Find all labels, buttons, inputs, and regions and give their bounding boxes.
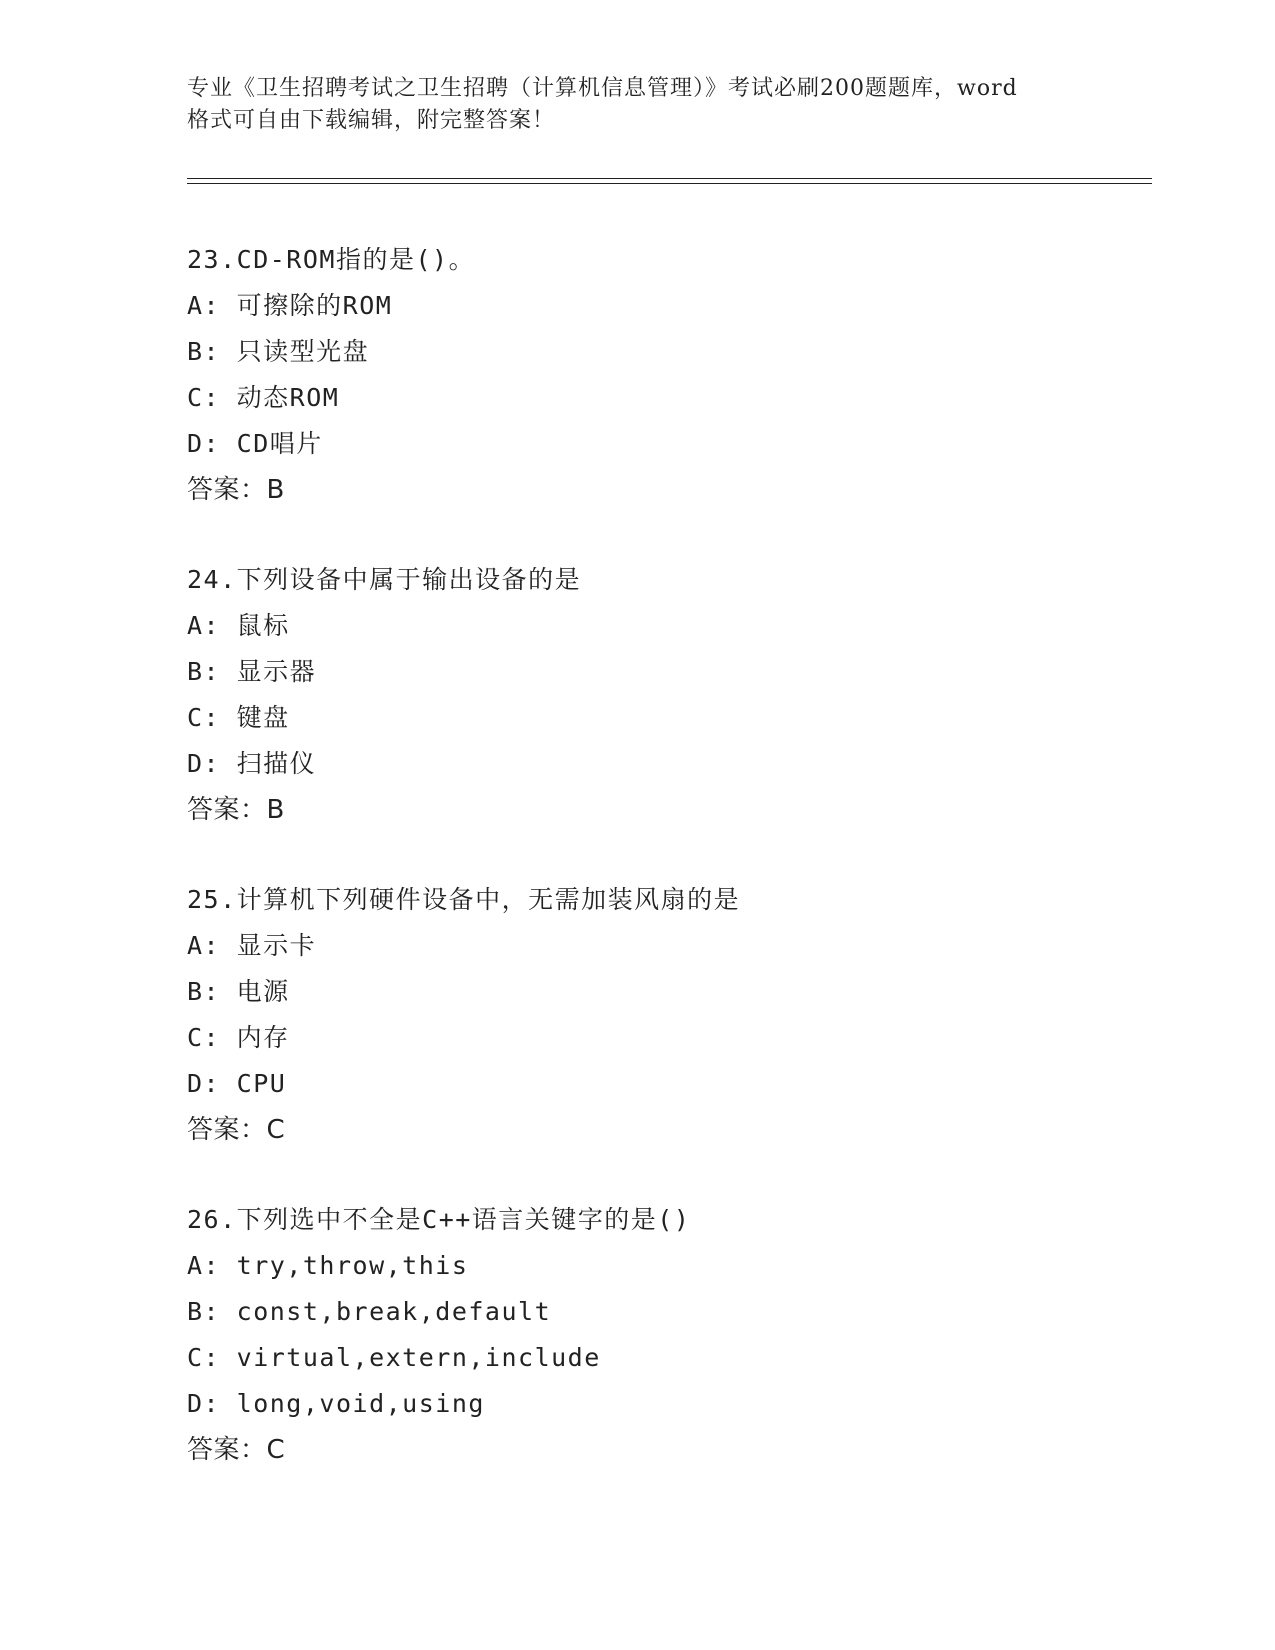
- option-b: B: 电源: [187, 977, 290, 1006]
- answer: 答案：B: [187, 475, 285, 505]
- option-c: C: virtual,extern,include: [187, 1343, 601, 1372]
- option-d: D: 扫描仪: [187, 749, 317, 778]
- option-d: D: CD唱片: [187, 429, 323, 458]
- header-line-1: 专业《卫生招聘考试之卫生招聘（计算机信息管理）》考试必刷200题题库，word: [187, 76, 1018, 101]
- answer: 答案：C: [187, 1435, 286, 1465]
- option-c: C: 键盘: [187, 703, 290, 732]
- question-stem: 24.下列设备中属于输出设备的是: [187, 565, 582, 594]
- document-header: [187, 73, 1087, 137]
- option-a: A: try,throw,this: [187, 1251, 469, 1280]
- answer: 答案：B: [187, 795, 285, 825]
- question-26: [187, 1197, 1147, 1517]
- question-list: [187, 237, 1147, 1517]
- option-d: D: long,void,using: [187, 1389, 485, 1418]
- answer: 答案：C: [187, 1115, 286, 1145]
- header-rule-bottom: [187, 183, 1152, 184]
- header-rule-top: [187, 178, 1152, 179]
- option-a: A: 可擦除的ROM: [187, 291, 393, 320]
- option-b: B: 只读型光盘: [187, 337, 370, 366]
- question-stem: 26.下列选中不全是C++语言关键字的是(): [187, 1205, 691, 1234]
- question-stem: 23.CD-ROM指的是()。: [187, 245, 476, 274]
- header-line-2: 格式可自由下载编辑，附完整答案！: [187, 108, 556, 133]
- option-c: C: 内存: [187, 1023, 290, 1052]
- question-23: [187, 237, 1147, 557]
- option-b: B: 显示器: [187, 657, 317, 686]
- option-c: C: 动态ROM: [187, 383, 340, 412]
- option-a: A: 显示卡: [187, 931, 317, 960]
- question-stem: 25.计算机下列硬件设备中，无需加装风扇的是: [187, 885, 741, 914]
- question-24: [187, 557, 1147, 877]
- question-25: [187, 877, 1147, 1197]
- option-b: B: const,break,default: [187, 1297, 552, 1326]
- option-d: D: CPU: [187, 1069, 287, 1098]
- option-a: A: 鼠标: [187, 611, 290, 640]
